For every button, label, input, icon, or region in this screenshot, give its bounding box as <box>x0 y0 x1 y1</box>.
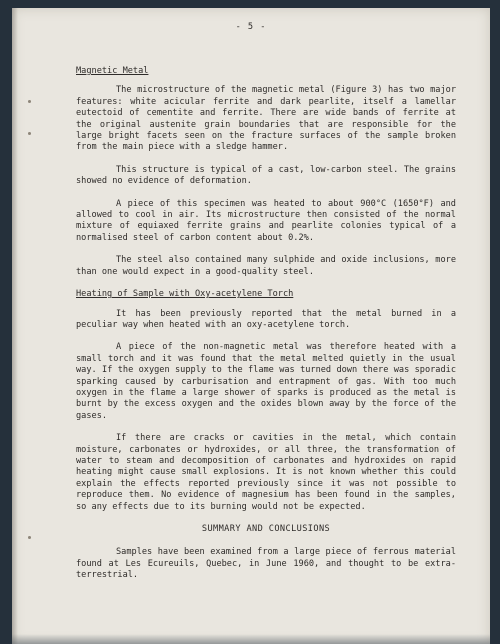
page-edge-shadow <box>12 8 18 644</box>
page-number: - 5 - <box>235 22 267 32</box>
page-bottom-shadow <box>12 634 490 644</box>
paragraph: The steel also contained many sulphide and oxide inclusions, more than one would expect in a good-quality steel. <box>76 255 456 277</box>
punch-hole-mark <box>28 536 31 539</box>
paragraph: A piece of this specimen was heated to about 900°C (1650°F) and allowed to cool in air. Its microstructure then consisted of the normal mixture of equiaxed ferrite grains and pearlite colonies typical of a normalised steel of carbon content about 0.2%. <box>76 198 456 243</box>
paragraph: If there are cracks or cavities in the metal, which contain moisture, carbonates or hydroxides, or all three, the transformation of water to steam and decomposition of carbonates and hydroxides on rapid heating might cause small explosions. It is not known whether this could explain the effects reported previously since it was not possible to reproduce them. No evidence of magnesium has been found in the samples, so any effects due to its burning would not be expected. <box>76 433 456 512</box>
paragraph: This structure is typical of a cast, low-carbon steel. The grains showed no evidence of deformation. <box>76 164 456 187</box>
punch-hole-mark <box>28 100 31 103</box>
document-body <box>76 66 456 593</box>
paragraph: A piece of the non-magnetic metal was therefore heated with a small torch and it was found that the metal melted quietly in the usual way. If the oxygen supply to the flame was turned down there was sporadic sparking caused by carburisation and entrapment of gas. With too much oxygen in the flame a large shower of sparks is produced as the metal is burnt by the excess oxygen and the oxides blown away by the force of the gases. <box>76 342 456 421</box>
document-page <box>12 8 490 644</box>
section-heading-heating: Heating of Sample with Oxy-acetylene Torch <box>76 289 294 300</box>
section-heading-summary: SUMMARY AND CONCLUSIONS <box>201 524 331 534</box>
section-heading-magnetic-metal: Magnetic Metal <box>76 66 149 76</box>
paragraph: The microstructure of the magnetic metal (Figure 3) has two major features: white acicular ferrite and dark pearlite, itself a lamellar eutectoid of cementite and ferrite. There are wide bands of ferrite at the original austenite grain boundaries that are responsible for the large bright facets seen on the fracture surfaces of the sample broken from the main piece with a sledge hammer. <box>76 85 456 153</box>
paragraph: It has been previously reported that the metal burned in a peculiar way when heated with an oxy-acetylene torch. <box>76 308 456 330</box>
punch-hole-mark <box>28 132 31 135</box>
paragraph: Samples have been examined from a large piece of ferrous material found at Les Ecureuils, Quebec, in June 1960, and thought to be extra-terrestrial. <box>76 547 456 581</box>
